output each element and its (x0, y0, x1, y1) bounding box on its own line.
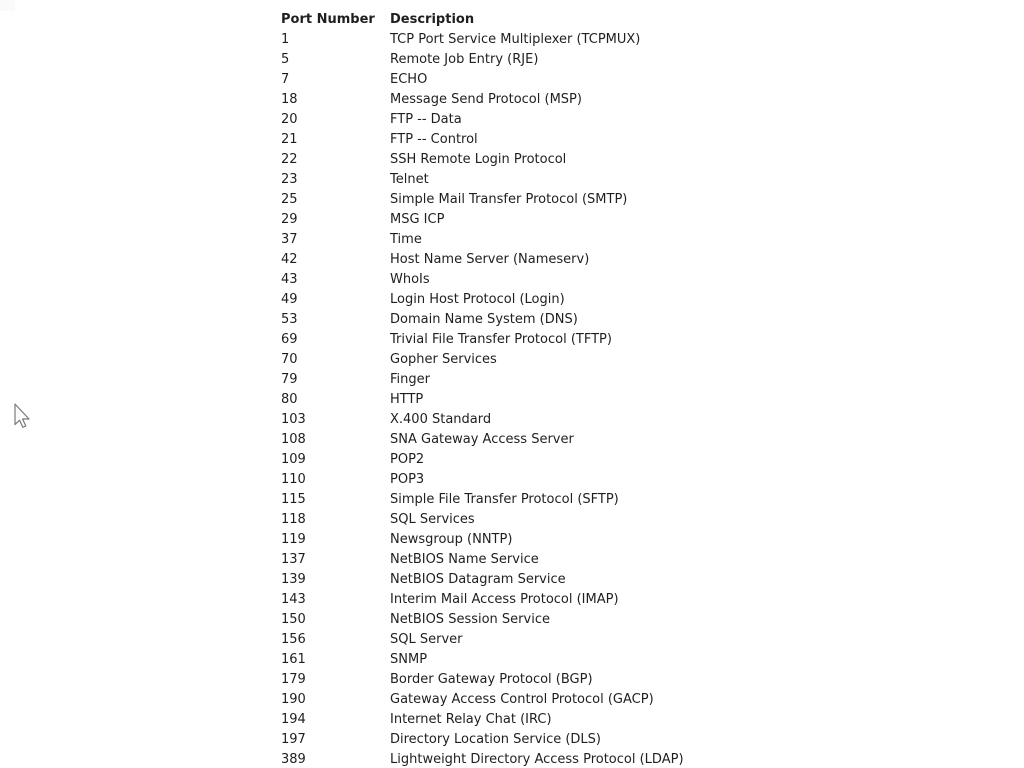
table-row (281, 690, 684, 710)
port-number-cell: 29 (281, 212, 298, 227)
table-row (281, 550, 684, 570)
description-cell: Newsgroup (NNTP) (390, 532, 513, 547)
description-cell: SSH Remote Login Protocol (390, 152, 567, 167)
table-row (281, 390, 684, 410)
table-row (281, 210, 684, 230)
table-row (281, 290, 684, 310)
description-cell: SNMP (390, 652, 428, 667)
port-number-cell: 80 (281, 392, 298, 407)
description-cell: Remote Job Entry (RJE) (390, 52, 539, 67)
table-row (281, 370, 684, 390)
port-number-cell: 23 (281, 172, 298, 187)
port-number-cell: 18 (281, 92, 298, 107)
description-cell: ECHO (390, 72, 428, 87)
table-row (281, 590, 684, 610)
table-row (281, 530, 684, 550)
description-cell: Gateway Access Control Protocol (GACP) (390, 692, 654, 707)
description-cell: Host Name Server (Nameserv) (390, 252, 590, 267)
port-number-cell: 194 (281, 712, 306, 727)
table-row (281, 350, 684, 370)
description-cell: Domain Name System (DNS) (390, 312, 578, 327)
port-number-cell: 25 (281, 192, 298, 207)
description-cell: Internet Relay Chat (IRC) (390, 712, 552, 727)
table-row (281, 230, 684, 250)
mouse-cursor-icon (14, 403, 32, 429)
table-row (281, 250, 684, 270)
table-row (281, 670, 684, 690)
description-cell: Directory Location Service (DLS) (390, 732, 601, 747)
table-row (281, 410, 684, 430)
description-cell: Message Send Protocol (MSP) (390, 92, 582, 107)
table-row (281, 510, 684, 530)
description-cell: MSG ICP (390, 212, 445, 227)
description-cell: NetBIOS Session Service (390, 612, 550, 627)
description-cell: Time (390, 232, 422, 247)
port-number-cell: 5 (281, 52, 290, 67)
description-cell: Border Gateway Protocol (BGP) (390, 672, 593, 687)
description-cell: Gopher Services (390, 352, 497, 367)
port-number-cell: 161 (281, 652, 306, 667)
description-cell: Simple File Transfer Protocol (SFTP) (390, 492, 619, 507)
table-row (281, 90, 684, 110)
description-cell: FTP -- Control (390, 132, 478, 147)
description-column-header: Description (390, 12, 475, 27)
table-row (281, 470, 684, 490)
port-number-cell: 42 (281, 252, 298, 267)
table-row (281, 450, 684, 470)
description-cell: NetBIOS Datagram Service (390, 572, 566, 587)
port-number-cell: 139 (281, 572, 306, 587)
port-number-cell: 21 (281, 132, 298, 147)
port-number-cell: 389 (281, 752, 306, 767)
description-cell: NetBIOS Name Service (390, 552, 539, 567)
port-number-cell: 37 (281, 232, 298, 247)
description-cell: Trivial File Transfer Protocol (TFTP) (390, 332, 612, 347)
port-number-cell: 118 (281, 512, 306, 527)
description-cell: FTP -- Data (390, 112, 462, 127)
port-number-cell: 156 (281, 632, 306, 647)
table-header-row (281, 10, 684, 30)
port-number-cell: 103 (281, 412, 306, 427)
description-cell: Telnet (390, 172, 429, 187)
description-cell: Interim Mail Access Protocol (IMAP) (390, 592, 619, 607)
port-number-cell: 143 (281, 592, 306, 607)
table-row (281, 50, 684, 70)
table-row (281, 30, 684, 50)
description-cell: Finger (390, 372, 430, 387)
description-cell: Login Host Protocol (Login) (390, 292, 565, 307)
port-number-cell: 7 (281, 72, 290, 87)
table-row (281, 570, 684, 590)
table-row (281, 630, 684, 650)
port-number-cell: 1 (281, 32, 290, 47)
description-cell: WhoIs (390, 272, 430, 287)
port-number-cell: 49 (281, 292, 298, 307)
description-cell: POP3 (390, 472, 425, 487)
table-row (281, 190, 684, 210)
table-row (281, 750, 684, 768)
port-number-cell: 150 (281, 612, 306, 627)
port-number-cell: 53 (281, 312, 298, 327)
port-number-cell: 190 (281, 692, 306, 707)
table-row (281, 490, 684, 510)
table-row (281, 710, 684, 730)
description-cell: SQL Services (390, 512, 475, 527)
table-row (281, 70, 684, 90)
table-row (281, 310, 684, 330)
table-row (281, 130, 684, 150)
port-number-cell: 137 (281, 552, 306, 567)
description-cell: TCP Port Service Multiplexer (TCPMUX) (390, 32, 641, 47)
table-row (281, 170, 684, 190)
table-body (281, 30, 684, 768)
port-number-cell: 79 (281, 372, 298, 387)
description-cell: X.400 Standard (390, 412, 492, 427)
description-cell: POP2 (390, 452, 425, 467)
port-number-cell: 119 (281, 532, 306, 547)
port-number-cell: 43 (281, 272, 298, 287)
description-cell: SNA Gateway Access Server (390, 432, 574, 447)
table-row (281, 430, 684, 450)
table-row (281, 110, 684, 130)
table-row (281, 150, 684, 170)
table-row (281, 730, 684, 750)
port-number-cell: 115 (281, 492, 306, 507)
table-row (281, 610, 684, 630)
table-row (281, 650, 684, 670)
port-number-cell: 109 (281, 452, 306, 467)
description-cell: Lightweight Directory Access Protocol (LDAP) (390, 752, 684, 767)
table-row (281, 330, 684, 350)
port-number-cell: 69 (281, 332, 298, 347)
port-number-cell: 22 (281, 152, 298, 167)
port-number-cell: 70 (281, 352, 298, 367)
description-cell: HTTP (390, 392, 424, 407)
description-cell: SQL Server (390, 632, 463, 647)
port-number-cell: 179 (281, 672, 306, 687)
port-number-cell: 197 (281, 732, 306, 747)
description-cell: Simple Mail Transfer Protocol (SMTP) (390, 192, 628, 207)
port-number-cell: 110 (281, 472, 306, 487)
corner-artifact (0, 0, 15, 11)
port-table (281, 10, 684, 768)
port-number-cell: 108 (281, 432, 306, 447)
table-row (281, 270, 684, 290)
port-number-column-header: Port Number (281, 12, 375, 27)
port-number-cell: 20 (281, 112, 298, 127)
